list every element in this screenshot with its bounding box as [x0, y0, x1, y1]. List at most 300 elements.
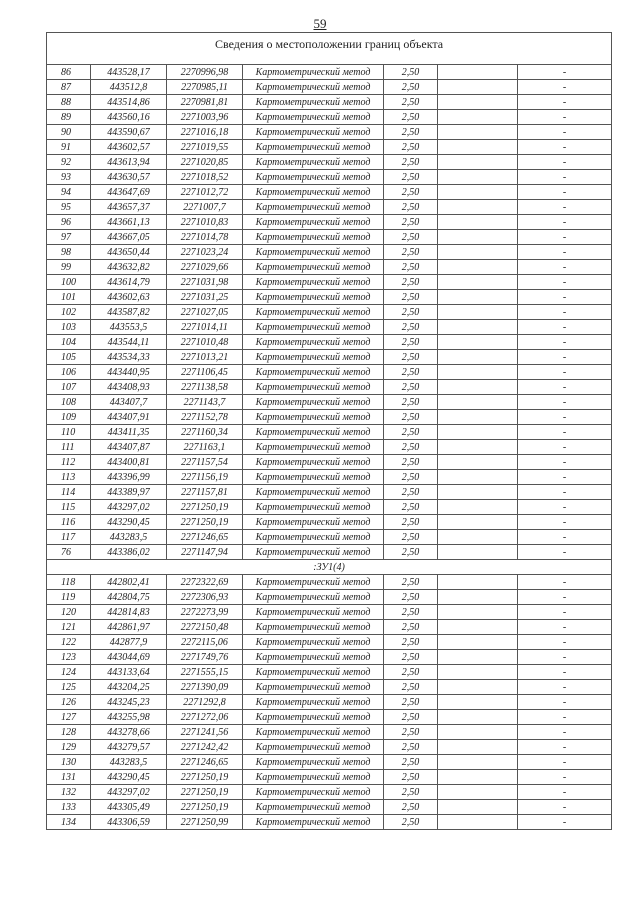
cell-point-number: 118 — [47, 575, 91, 590]
cell-note: - — [518, 440, 612, 455]
cell-accuracy: 2,50 — [384, 785, 438, 800]
cell-extra — [438, 65, 518, 80]
cell-extra — [438, 605, 518, 620]
cell-note: - — [518, 455, 612, 470]
cell-note: - — [518, 365, 612, 380]
cell-note: - — [518, 770, 612, 785]
cell-extra — [438, 185, 518, 200]
cell-coordinate-y: 2271272,06 — [167, 710, 243, 725]
cell-method: Картометрический метод — [243, 245, 384, 260]
table-row — [47, 770, 612, 785]
table-row — [47, 335, 612, 350]
cell-extra — [438, 305, 518, 320]
cell-method: Картометрический метод — [243, 770, 384, 785]
table-row — [47, 260, 612, 275]
cell-coordinate-y: 2271013,21 — [167, 350, 243, 365]
cell-point-number: 124 — [47, 665, 91, 680]
cell-accuracy: 2,50 — [384, 695, 438, 710]
cell-note: - — [518, 545, 612, 560]
cell-note: - — [518, 170, 612, 185]
table-row — [47, 485, 612, 500]
cell-note: - — [518, 740, 612, 755]
cell-coordinate-x: 443305,49 — [91, 800, 167, 815]
cell-coordinate-y: 2271010,48 — [167, 335, 243, 350]
cell-accuracy: 2,50 — [384, 605, 438, 620]
cell-method: Картометрический метод — [243, 80, 384, 95]
cell-accuracy: 2,50 — [384, 275, 438, 290]
cell-note: - — [518, 605, 612, 620]
cell-coordinate-x: 443386,02 — [91, 545, 167, 560]
cell-note: - — [518, 200, 612, 215]
table-row — [47, 110, 612, 125]
table-row — [47, 740, 612, 755]
cell-method: Картометрический метод — [243, 815, 384, 830]
table-row — [47, 545, 612, 560]
cell-note: - — [518, 680, 612, 695]
table-row — [47, 200, 612, 215]
cell-extra — [438, 455, 518, 470]
cell-accuracy: 2,50 — [384, 155, 438, 170]
cell-method: Картометрический метод — [243, 305, 384, 320]
cell-accuracy: 2,50 — [384, 710, 438, 725]
cell-extra — [438, 80, 518, 95]
cell-note: - — [518, 185, 612, 200]
cell-note: - — [518, 65, 612, 80]
cell-note: - — [518, 260, 612, 275]
cell-coordinate-y: 2270996,98 — [167, 65, 243, 80]
cell-method: Картометрический метод — [243, 155, 384, 170]
cell-extra — [438, 275, 518, 290]
cell-method: Картометрический метод — [243, 680, 384, 695]
cell-point-number: 98 — [47, 245, 91, 260]
cell-extra — [438, 695, 518, 710]
cell-coordinate-x: 443044,69 — [91, 650, 167, 665]
cell-coordinate-x: 442877,9 — [91, 635, 167, 650]
cell-method: Картометрический метод — [243, 230, 384, 245]
cell-coordinate-y: 2271250,99 — [167, 815, 243, 830]
cell-point-number: 87 — [47, 80, 91, 95]
cell-method: Картометрический метод — [243, 470, 384, 485]
cell-note: - — [518, 725, 612, 740]
cell-extra — [438, 125, 518, 140]
cell-coordinate-x: 443297,02 — [91, 500, 167, 515]
cell-method: Картометрический метод — [243, 740, 384, 755]
cell-coordinate-x: 443396,99 — [91, 470, 167, 485]
cell-method: Картометрический метод — [243, 65, 384, 80]
table-row — [47, 155, 612, 170]
cell-note: - — [518, 470, 612, 485]
cell-extra — [438, 725, 518, 740]
cell-coordinate-y: 2271246,65 — [167, 755, 243, 770]
cell-point-number: 76 — [47, 545, 91, 560]
cell-coordinate-y: 2272273,99 — [167, 605, 243, 620]
cell-coordinate-y: 2271029,66 — [167, 260, 243, 275]
table-row — [47, 230, 612, 245]
cell-coordinate-y: 2271157,81 — [167, 485, 243, 500]
cell-coordinate-x: 443590,67 — [91, 125, 167, 140]
table-row — [47, 305, 612, 320]
cell-extra — [438, 515, 518, 530]
cell-method: Картометрический метод — [243, 140, 384, 155]
cell-coordinate-x: 443407,91 — [91, 410, 167, 425]
cell-coordinate-y: 2271016,18 — [167, 125, 243, 140]
cell-method: Картометрический метод — [243, 110, 384, 125]
cell-method: Картометрический метод — [243, 635, 384, 650]
cell-point-number: 120 — [47, 605, 91, 620]
table-row — [47, 125, 612, 140]
cell-coordinate-x: 443400,81 — [91, 455, 167, 470]
cell-point-number: 126 — [47, 695, 91, 710]
cell-accuracy: 2,50 — [384, 95, 438, 110]
cell-note: - — [518, 275, 612, 290]
boundary-coordinates-table — [46, 32, 612, 830]
cell-note: - — [518, 350, 612, 365]
cell-coordinate-x: 443512,8 — [91, 80, 167, 95]
cell-method: Картометрический метод — [243, 125, 384, 140]
table-row — [47, 290, 612, 305]
cell-point-number: 112 — [47, 455, 91, 470]
cell-point-number: 101 — [47, 290, 91, 305]
cell-extra — [438, 770, 518, 785]
cell-extra — [438, 755, 518, 770]
cell-method: Картометрический метод — [243, 605, 384, 620]
table-row — [47, 395, 612, 410]
cell-note: - — [518, 305, 612, 320]
table-row — [47, 515, 612, 530]
cell-coordinate-y: 2271749,76 — [167, 650, 243, 665]
table-row — [47, 650, 612, 665]
cell-note: - — [518, 785, 612, 800]
cell-point-number: 129 — [47, 740, 91, 755]
cell-method: Картометрический метод — [243, 320, 384, 335]
cell-point-number: 97 — [47, 230, 91, 245]
cell-coordinate-y: 2271250,19 — [167, 515, 243, 530]
cell-coordinate-y: 2271157,54 — [167, 455, 243, 470]
cell-coordinate-x: 443407,87 — [91, 440, 167, 455]
cell-accuracy: 2,50 — [384, 80, 438, 95]
cell-method: Картометрический метод — [243, 350, 384, 365]
cell-extra — [438, 530, 518, 545]
cell-point-number: 89 — [47, 110, 91, 125]
cell-coordinate-y: 2271250,19 — [167, 800, 243, 815]
cell-method: Картометрический метод — [243, 380, 384, 395]
cell-coordinate-x: 443279,57 — [91, 740, 167, 755]
cell-coordinate-x: 443647,69 — [91, 185, 167, 200]
cell-coordinate-x: 443667,05 — [91, 230, 167, 245]
table-row — [47, 665, 612, 680]
table-row — [47, 320, 612, 335]
cell-coordinate-x: 443613,94 — [91, 155, 167, 170]
cell-method: Картометрический метод — [243, 500, 384, 515]
cell-coordinate-y: 2271156,19 — [167, 470, 243, 485]
cell-coordinate-x: 443255,98 — [91, 710, 167, 725]
cell-point-number: 93 — [47, 170, 91, 185]
cell-note: - — [518, 575, 612, 590]
cell-extra — [438, 290, 518, 305]
cell-accuracy: 2,50 — [384, 125, 438, 140]
cell-accuracy: 2,50 — [384, 230, 438, 245]
table-row — [47, 365, 612, 380]
table-row — [47, 755, 612, 770]
cell-point-number: 110 — [47, 425, 91, 440]
cell-coordinate-y: 2271242,42 — [167, 740, 243, 755]
table-row — [47, 65, 612, 80]
cell-coordinate-x: 443657,37 — [91, 200, 167, 215]
cell-extra — [438, 170, 518, 185]
cell-coordinate-x: 443587,82 — [91, 305, 167, 320]
cell-extra — [438, 395, 518, 410]
cell-point-number: 102 — [47, 305, 91, 320]
cell-point-number: 100 — [47, 275, 91, 290]
cell-method: Картометрический метод — [243, 650, 384, 665]
cell-coordinate-y: 2271390,09 — [167, 680, 243, 695]
cell-point-number: 107 — [47, 380, 91, 395]
cell-accuracy: 2,50 — [384, 320, 438, 335]
cell-accuracy: 2,50 — [384, 470, 438, 485]
cell-extra — [438, 500, 518, 515]
cell-coordinate-y: 2271007,7 — [167, 200, 243, 215]
table-row — [47, 605, 612, 620]
cell-coordinate-x: 443306,59 — [91, 815, 167, 830]
cell-accuracy: 2,50 — [384, 725, 438, 740]
cell-accuracy: 2,50 — [384, 545, 438, 560]
cell-note: - — [518, 245, 612, 260]
cell-accuracy: 2,50 — [384, 800, 438, 815]
cell-extra — [438, 740, 518, 755]
cell-coordinate-y: 2272306,93 — [167, 590, 243, 605]
cell-point-number: 117 — [47, 530, 91, 545]
cell-note: - — [518, 290, 612, 305]
cell-note: - — [518, 380, 612, 395]
table-row — [47, 215, 612, 230]
cell-method: Картометрический метод — [243, 530, 384, 545]
table-row — [47, 815, 612, 830]
cell-note: - — [518, 125, 612, 140]
cell-coordinate-y: 2270981,81 — [167, 95, 243, 110]
cell-extra — [438, 200, 518, 215]
cell-coordinate-x: 443133,64 — [91, 665, 167, 680]
table-title: Сведения о местоположении границ объекта — [47, 33, 612, 65]
cell-accuracy: 2,50 — [384, 455, 438, 470]
cell-coordinate-y: 2271019,55 — [167, 140, 243, 155]
cell-coordinate-y: 2271160,34 — [167, 425, 243, 440]
cell-coordinate-y: 2271163,1 — [167, 440, 243, 455]
cell-extra — [438, 800, 518, 815]
cell-extra — [438, 140, 518, 155]
cell-coordinate-y: 2271014,78 — [167, 230, 243, 245]
cell-coordinate-x: 443290,45 — [91, 515, 167, 530]
cell-point-number: 131 — [47, 770, 91, 785]
cell-accuracy: 2,50 — [384, 815, 438, 830]
cell-method: Картометрический метод — [243, 275, 384, 290]
cell-accuracy: 2,50 — [384, 140, 438, 155]
cell-coordinate-y: 2271031,25 — [167, 290, 243, 305]
cell-coordinate-x: 443650,44 — [91, 245, 167, 260]
cell-coordinate-y: 2271138,58 — [167, 380, 243, 395]
table-row — [47, 185, 612, 200]
cell-point-number: 108 — [47, 395, 91, 410]
cell-extra — [438, 470, 518, 485]
cell-extra — [438, 815, 518, 830]
cell-coordinate-x: 443411,35 — [91, 425, 167, 440]
cell-method: Картометрический метод — [243, 590, 384, 605]
cell-note: - — [518, 800, 612, 815]
cell-coordinate-x: 443278,66 — [91, 725, 167, 740]
cell-point-number: 132 — [47, 785, 91, 800]
cell-note: - — [518, 335, 612, 350]
table-row — [47, 500, 612, 515]
table-row — [47, 575, 612, 590]
table-row — [47, 710, 612, 725]
table-row — [47, 170, 612, 185]
cell-accuracy: 2,50 — [384, 395, 438, 410]
cell-method: Картометрический метод — [243, 215, 384, 230]
cell-coordinate-x: 443514,86 — [91, 95, 167, 110]
cell-coordinate-y: 2271020,85 — [167, 155, 243, 170]
cell-point-number: 134 — [47, 815, 91, 830]
cell-point-number: 116 — [47, 515, 91, 530]
cell-accuracy: 2,50 — [384, 740, 438, 755]
cell-accuracy: 2,50 — [384, 485, 438, 500]
cell-coordinate-x: 443283,5 — [91, 530, 167, 545]
table-row — [47, 455, 612, 470]
cell-method: Картометрический метод — [243, 455, 384, 470]
cell-coordinate-x: 443560,16 — [91, 110, 167, 125]
cell-coordinate-y: 2272322,69 — [167, 575, 243, 590]
table-row — [47, 620, 612, 635]
table-row — [47, 350, 612, 365]
cell-extra — [438, 650, 518, 665]
cell-coordinate-y: 2270985,11 — [167, 80, 243, 95]
cell-point-number: 103 — [47, 320, 91, 335]
cell-note: - — [518, 530, 612, 545]
cell-note: - — [518, 110, 612, 125]
table-row — [47, 380, 612, 395]
table-row — [47, 275, 612, 290]
cell-note: - — [518, 485, 612, 500]
cell-method: Картометрический метод — [243, 725, 384, 740]
cell-point-number: 123 — [47, 650, 91, 665]
cell-coordinate-y: 2271031,98 — [167, 275, 243, 290]
cell-method: Картометрический метод — [243, 425, 384, 440]
table-row — [47, 245, 612, 260]
cell-method: Картометрический метод — [243, 785, 384, 800]
cell-point-number: 96 — [47, 215, 91, 230]
cell-method: Картометрический метод — [243, 335, 384, 350]
cell-accuracy: 2,50 — [384, 65, 438, 80]
cell-coordinate-y: 2271010,83 — [167, 215, 243, 230]
table-row — [47, 470, 612, 485]
cell-accuracy: 2,50 — [384, 380, 438, 395]
cell-coordinate-x: 442814,83 — [91, 605, 167, 620]
cell-accuracy: 2,50 — [384, 755, 438, 770]
cell-accuracy: 2,50 — [384, 635, 438, 650]
cell-note: - — [518, 155, 612, 170]
cell-method: Картометрический метод — [243, 260, 384, 275]
cell-note: - — [518, 515, 612, 530]
table-row — [47, 635, 612, 650]
cell-note: - — [518, 395, 612, 410]
cell-coordinate-y: 2271292,8 — [167, 695, 243, 710]
cell-coordinate-x: 443544,11 — [91, 335, 167, 350]
cell-note: - — [518, 140, 612, 155]
cell-accuracy: 2,50 — [384, 200, 438, 215]
cell-coordinate-x: 443661,13 — [91, 215, 167, 230]
cell-method: Картометрический метод — [243, 515, 384, 530]
cell-extra — [438, 545, 518, 560]
cell-method: Картометрический метод — [243, 200, 384, 215]
cell-extra — [438, 425, 518, 440]
cell-method: Картометрический метод — [243, 575, 384, 590]
cell-method: Картометрический метод — [243, 170, 384, 185]
cell-note: - — [518, 425, 612, 440]
cell-coordinate-x: 443389,97 — [91, 485, 167, 500]
table-row — [47, 725, 612, 740]
cell-note: - — [518, 665, 612, 680]
cell-method: Картометрический метод — [243, 410, 384, 425]
cell-method: Картометрический метод — [243, 365, 384, 380]
cell-coordinate-x: 442804,75 — [91, 590, 167, 605]
table-row — [47, 590, 612, 605]
cell-note: - — [518, 755, 612, 770]
cell-note: - — [518, 590, 612, 605]
cell-accuracy: 2,50 — [384, 515, 438, 530]
cell-coordinate-x: 443283,5 — [91, 755, 167, 770]
cell-extra — [438, 440, 518, 455]
cell-extra — [438, 365, 518, 380]
cell-extra — [438, 485, 518, 500]
cell-note: - — [518, 620, 612, 635]
cell-point-number: 88 — [47, 95, 91, 110]
cell-coordinate-x: 443602,57 — [91, 140, 167, 155]
cell-coordinate-y: 2271027,05 — [167, 305, 243, 320]
cell-accuracy: 2,50 — [384, 650, 438, 665]
cell-accuracy: 2,50 — [384, 620, 438, 635]
cell-point-number: 125 — [47, 680, 91, 695]
table-header-row — [47, 33, 612, 65]
cell-point-number: 121 — [47, 620, 91, 635]
table-row — [47, 680, 612, 695]
cell-extra — [438, 215, 518, 230]
cell-coordinate-y: 2272150,48 — [167, 620, 243, 635]
cell-coordinate-x: 443553,5 — [91, 320, 167, 335]
cell-coordinate-y: 2271555,15 — [167, 665, 243, 680]
cell-method: Картометрический метод — [243, 485, 384, 500]
cell-coordinate-x: 443245,23 — [91, 695, 167, 710]
cell-extra — [438, 260, 518, 275]
cell-method: Картометрический метод — [243, 665, 384, 680]
cell-note: - — [518, 710, 612, 725]
cell-note: - — [518, 695, 612, 710]
table-row — [47, 410, 612, 425]
cell-extra — [438, 320, 518, 335]
cell-extra — [438, 230, 518, 245]
table-row — [47, 440, 612, 455]
cell-coordinate-y: 2271241,56 — [167, 725, 243, 740]
cell-point-number: 86 — [47, 65, 91, 80]
table-row — [47, 800, 612, 815]
cell-point-number: 95 — [47, 200, 91, 215]
cell-accuracy: 2,50 — [384, 530, 438, 545]
cell-point-number: 122 — [47, 635, 91, 650]
table-row — [47, 80, 612, 95]
cell-extra — [438, 95, 518, 110]
cell-coordinate-y: 2271106,45 — [167, 365, 243, 380]
cell-accuracy: 2,50 — [384, 440, 438, 455]
cell-accuracy: 2,50 — [384, 335, 438, 350]
cell-point-number: 105 — [47, 350, 91, 365]
cell-note: - — [518, 500, 612, 515]
